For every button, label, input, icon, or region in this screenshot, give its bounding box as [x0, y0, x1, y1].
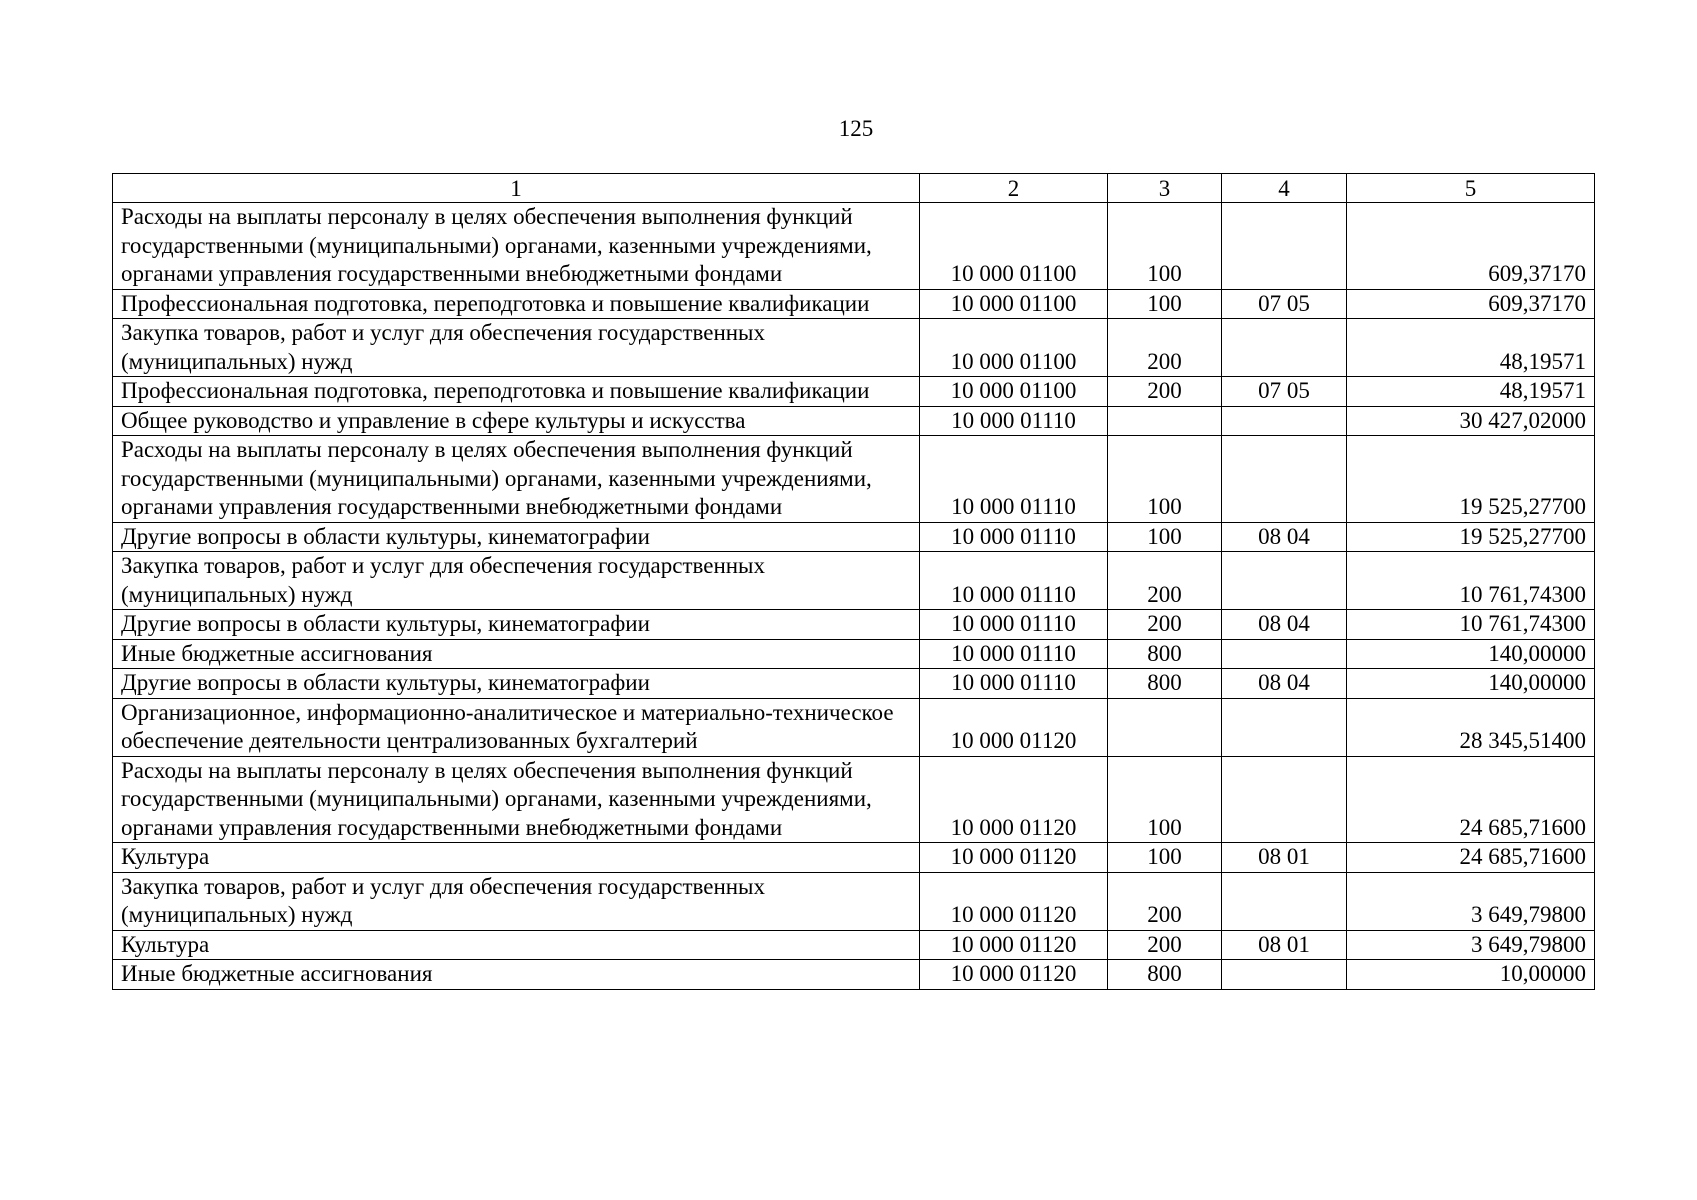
row-section-cell: 08 01	[1222, 843, 1347, 873]
row-amount-cell: 24 685,71600	[1347, 756, 1595, 843]
row-section-cell	[1222, 436, 1347, 523]
row-code-cell: 10 000 01120	[920, 872, 1108, 930]
row-section-cell: 08 01	[1222, 930, 1347, 960]
row-section-cell	[1222, 552, 1347, 610]
table-row	[113, 436, 1595, 523]
table-row	[113, 756, 1595, 843]
row-code-cell: 10 000 01100	[920, 203, 1108, 290]
header-cell-2: 2	[920, 174, 1108, 203]
header-cell-4: 4	[1222, 174, 1347, 203]
row-expense-type-cell: 200	[1108, 610, 1222, 640]
row-expense-type-cell: 800	[1108, 639, 1222, 669]
row-name-cell: Другие вопросы в области культуры, кинематографии	[113, 522, 920, 552]
table-row	[113, 872, 1595, 930]
row-code-cell: 10 000 01120	[920, 843, 1108, 873]
row-expense-type-cell: 100	[1108, 436, 1222, 523]
row-expense-type-cell	[1108, 698, 1222, 756]
row-name-cell: Иные бюджетные ассигнования	[113, 639, 920, 669]
row-code-cell: 10 000 01100	[920, 319, 1108, 377]
row-section-cell	[1222, 698, 1347, 756]
row-code-cell: 10 000 01110	[920, 552, 1108, 610]
table-row	[113, 698, 1595, 756]
table-row	[113, 289, 1595, 319]
row-expense-type-cell: 100	[1108, 756, 1222, 843]
table-row	[113, 319, 1595, 377]
row-code-cell: 10 000 01110	[920, 639, 1108, 669]
header-cell-3: 3	[1108, 174, 1222, 203]
table-row	[113, 930, 1595, 960]
row-section-cell: 08 04	[1222, 669, 1347, 699]
row-expense-type-cell: 800	[1108, 960, 1222, 990]
row-name-cell: Другие вопросы в области культуры, кинематографии	[113, 610, 920, 640]
row-section-cell: 07 05	[1222, 289, 1347, 319]
row-name-cell: Организационное, информационно-аналитическое и материально-техническое обеспечение деятельности централизованных бухгалтерий	[113, 698, 920, 756]
row-expense-type-cell: 100	[1108, 203, 1222, 290]
row-section-cell	[1222, 203, 1347, 290]
row-amount-cell: 10 761,74300	[1347, 610, 1595, 640]
row-code-cell: 10 000 01110	[920, 522, 1108, 552]
row-amount-cell: 10 761,74300	[1347, 552, 1595, 610]
row-name-cell: Культура	[113, 930, 920, 960]
row-code-cell: 10 000 01110	[920, 436, 1108, 523]
row-section-cell: 08 04	[1222, 522, 1347, 552]
row-section-cell	[1222, 639, 1347, 669]
row-expense-type-cell: 100	[1108, 289, 1222, 319]
row-name-cell: Закупка товаров, работ и услуг для обеспечения государственных (муниципальных) нужд	[113, 872, 920, 930]
row-expense-type-cell: 800	[1108, 669, 1222, 699]
row-amount-cell: 3 649,79800	[1347, 930, 1595, 960]
row-code-cell: 10 000 01120	[920, 756, 1108, 843]
row-expense-type-cell	[1108, 406, 1222, 436]
row-section-cell	[1222, 872, 1347, 930]
table-row	[113, 960, 1595, 990]
row-expense-type-cell: 200	[1108, 872, 1222, 930]
row-code-cell: 10 000 01110	[920, 610, 1108, 640]
page-number: 125	[838, 116, 874, 141]
row-section-cell	[1222, 406, 1347, 436]
table-row	[113, 669, 1595, 699]
row-code-cell: 10 000 01110	[920, 406, 1108, 436]
row-amount-cell: 19 525,27700	[1347, 522, 1595, 552]
row-code-cell: 10 000 01120	[920, 930, 1108, 960]
table-row	[113, 377, 1595, 407]
row-amount-cell: 609,37170	[1347, 289, 1595, 319]
header-cell-1: 1	[113, 174, 920, 203]
row-amount-cell: 3 649,79800	[1347, 872, 1595, 930]
row-amount-cell: 609,37170	[1347, 203, 1595, 290]
row-expense-type-cell: 100	[1108, 843, 1222, 873]
row-name-cell: Расходы на выплаты персоналу в целях обеспечения выполнения функций государственными (муниципальными) органами, казенными учреждениями, органами управления государственными внебюджетными фондами	[113, 756, 920, 843]
header-cell-5: 5	[1347, 174, 1595, 203]
row-code-cell: 10 000 01120	[920, 698, 1108, 756]
row-name-cell: Закупка товаров, работ и услуг для обеспечения государственных (муниципальных) нужд	[113, 552, 920, 610]
row-section-cell: 08 04	[1222, 610, 1347, 640]
row-amount-cell: 24 685,71600	[1347, 843, 1595, 873]
row-expense-type-cell: 200	[1108, 377, 1222, 407]
table-row	[113, 552, 1595, 610]
row-name-cell: Иные бюджетные ассигнования	[113, 960, 920, 990]
row-code-cell: 10 000 01110	[920, 669, 1108, 699]
row-name-cell: Расходы на выплаты персоналу в целях обеспечения выполнения функций государственными (муниципальными) органами, казенными учреждениями, органами управления государственными внебюджетными фондами	[113, 203, 920, 290]
row-code-cell: 10 000 01120	[920, 960, 1108, 990]
table-row	[113, 522, 1595, 552]
row-name-cell: Расходы на выплаты персоналу в целях обеспечения выполнения функций государственными (муниципальными) органами, казенными учреждениями, органами управления государственными внебюджетными фондами	[113, 436, 920, 523]
table-row	[113, 843, 1595, 873]
row-amount-cell: 30 427,02000	[1347, 406, 1595, 436]
row-amount-cell: 48,19571	[1347, 319, 1595, 377]
budget-table	[112, 173, 1595, 990]
row-expense-type-cell: 200	[1108, 552, 1222, 610]
header-row	[113, 174, 1595, 203]
row-code-cell: 10 000 01100	[920, 289, 1108, 319]
row-name-cell: Профессиональная подготовка, переподготовка и повышение квалификации	[113, 377, 920, 407]
row-name-cell: Профессиональная подготовка, переподготовка и повышение квалификации	[113, 289, 920, 319]
row-amount-cell: 10,00000	[1347, 960, 1595, 990]
table-row	[113, 639, 1595, 669]
row-code-cell: 10 000 01100	[920, 377, 1108, 407]
row-expense-type-cell: 200	[1108, 930, 1222, 960]
table-row	[113, 203, 1595, 290]
row-amount-cell: 28 345,51400	[1347, 698, 1595, 756]
row-name-cell: Другие вопросы в области культуры, кинематографии	[113, 669, 920, 699]
row-expense-type-cell: 200	[1108, 319, 1222, 377]
row-amount-cell: 140,00000	[1347, 669, 1595, 699]
row-section-cell	[1222, 960, 1347, 990]
row-amount-cell: 140,00000	[1347, 639, 1595, 669]
row-name-cell: Культура	[113, 843, 920, 873]
row-amount-cell: 48,19571	[1347, 377, 1595, 407]
table-row	[113, 406, 1595, 436]
row-name-cell: Закупка товаров, работ и услуг для обеспечения государственных (муниципальных) нужд	[113, 319, 920, 377]
row-name-cell: Общее руководство и управление в сфере культуры и искусства	[113, 406, 920, 436]
row-amount-cell: 19 525,27700	[1347, 436, 1595, 523]
table-row	[113, 610, 1595, 640]
row-section-cell	[1222, 756, 1347, 843]
row-section-cell: 07 05	[1222, 377, 1347, 407]
row-section-cell	[1222, 319, 1347, 377]
row-expense-type-cell: 100	[1108, 522, 1222, 552]
